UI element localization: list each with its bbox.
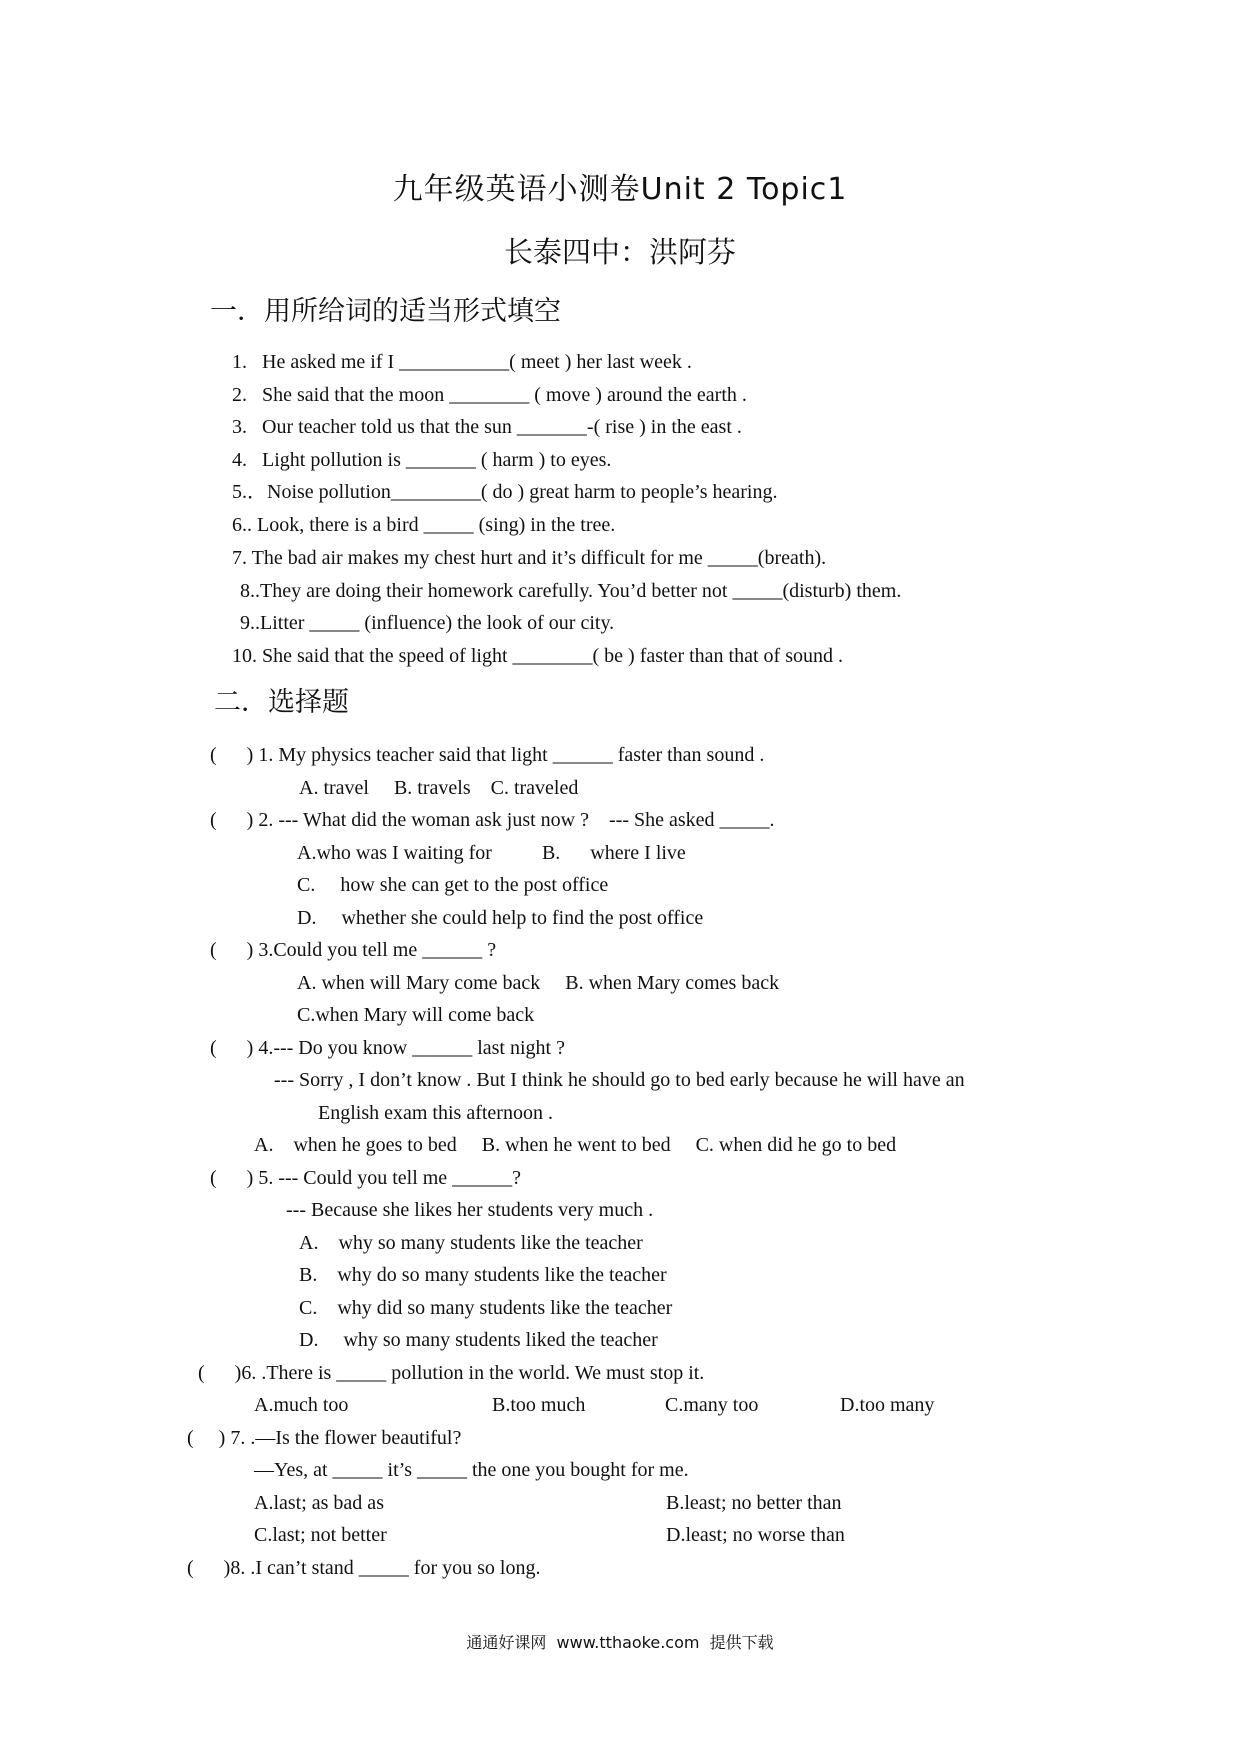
mc-option-3a-3b: A. when will Mary come back B. when Mary comes back bbox=[297, 972, 780, 994]
mc-question-2: ( ) 2. --- What did the woman ask just now ? --- She asked _____. bbox=[210, 809, 775, 831]
fill-blank-item-3: 3. Our teacher told us that the sun _______-( rise ) in the east . bbox=[232, 416, 742, 438]
mc-question-1: ( ) 1. My physics teacher said that light ______ faster than sound . bbox=[210, 744, 765, 766]
mc-option-2c: C. how she can get to the post office bbox=[297, 874, 609, 896]
author-line: 长泰四中：洪阿芬 bbox=[503, 235, 736, 269]
mc-dialogue-5: --- Because she likes her students very much . bbox=[286, 1199, 654, 1221]
mc-option-7a: A.last; as bad as bbox=[254, 1492, 384, 1514]
mc-option-6b: B.too much bbox=[492, 1394, 586, 1416]
fill-blank-item-4: 4. Light pollution is _______ ( harm ) to eyes. bbox=[232, 449, 612, 471]
fill-blank-item-5: 5.．Noise pollution_________( do ) great harm to people’s hearing. bbox=[232, 481, 778, 503]
mc-question-4: ( ) 4.--- Do you know ______ last night ? bbox=[210, 1037, 565, 1059]
fill-blank-item-10: 10. She said that the speed of light ________( be ) faster than that of sound . bbox=[232, 645, 843, 667]
fill-blank-item-2: 2. She said that the moon ________ ( move ) around the earth . bbox=[232, 384, 747, 406]
document-title: 九年级英语小测卷Unit 2 Topic1 bbox=[392, 172, 848, 207]
mc-option-7c: C.last; not better bbox=[254, 1524, 387, 1546]
mc-option-5d: D. why so many students liked the teacher bbox=[299, 1329, 658, 1351]
mc-question-8: ( )8. .I can’t stand _____ for you so long. bbox=[187, 1557, 541, 1579]
mc-option-2a-2b: A.who was I waiting for B. where I live bbox=[297, 842, 686, 864]
mc-dialogue-4: --- Sorry , I don’t know . But I think he should go to bed early because he will have an bbox=[274, 1069, 965, 1091]
mc-option-7b: B.least; no better than bbox=[666, 1492, 842, 1514]
fill-blank-item-9: 9..Litter _____ (influence) the look of our city. bbox=[240, 612, 615, 634]
fill-blank-item-8: 8..They are doing their homework carefully. You’d better not _____(disturb) them. bbox=[240, 580, 902, 602]
mc-option-5c: C. why did so many students like the teacher bbox=[299, 1297, 673, 1319]
footer-watermark: 通通好课网 www.tthaoke.com 提供下载 bbox=[466, 1633, 774, 1652]
mc-question-5: ( ) 5. --- Could you tell me ______? bbox=[210, 1167, 522, 1189]
mc-dialogue-4-cont: English exam this afternoon . bbox=[318, 1102, 553, 1124]
mc-option-6c: C.many too bbox=[665, 1394, 759, 1416]
mc-option-5a: A. why so many students like the teacher bbox=[299, 1232, 643, 1254]
mc-option-7d: D.least; no worse than bbox=[666, 1524, 845, 1546]
fill-blank-item-7: 7. The bad air makes my chest hurt and it’s difficult for me _____(breath). bbox=[232, 547, 827, 569]
mc-option-5b: B. why do so many students like the teacher bbox=[299, 1264, 667, 1286]
mc-option-6d: D.too many bbox=[840, 1394, 935, 1416]
section-2-heading: 二．选择题 bbox=[214, 687, 349, 718]
section-1-heading: 一．用所给词的适当形式填空 bbox=[210, 296, 561, 327]
mc-dialogue-7: —Yes, at _____ it’s _____ the one you bought for me. bbox=[254, 1459, 689, 1481]
fill-blank-item-1: 1. He asked me if I ___________( meet ) her last week . bbox=[232, 351, 692, 373]
mc-question-7: ( ) 7. .—Is the flower beautiful? bbox=[187, 1427, 462, 1449]
mc-option-3c: C.when Mary will come back bbox=[297, 1004, 535, 1026]
fill-blank-item-6: 6.. Look, there is a bird _____ (sing) in the tree. bbox=[232, 514, 616, 536]
mc-question-6: ( )6. .There is _____ pollution in the world. We must stop it. bbox=[198, 1362, 705, 1384]
mc-question-3: ( ) 3.Could you tell me ______ ? bbox=[210, 939, 497, 961]
mc-option-6a: A.much too bbox=[254, 1394, 349, 1416]
mc-option-2d: D. whether she could help to find the post office bbox=[297, 907, 704, 929]
mc-options-1: A. travel B. travels C. traveled bbox=[299, 777, 579, 799]
mc-options-4: A. when he goes to bed B. when he went to bed C. when did he go to bed bbox=[254, 1134, 897, 1156]
